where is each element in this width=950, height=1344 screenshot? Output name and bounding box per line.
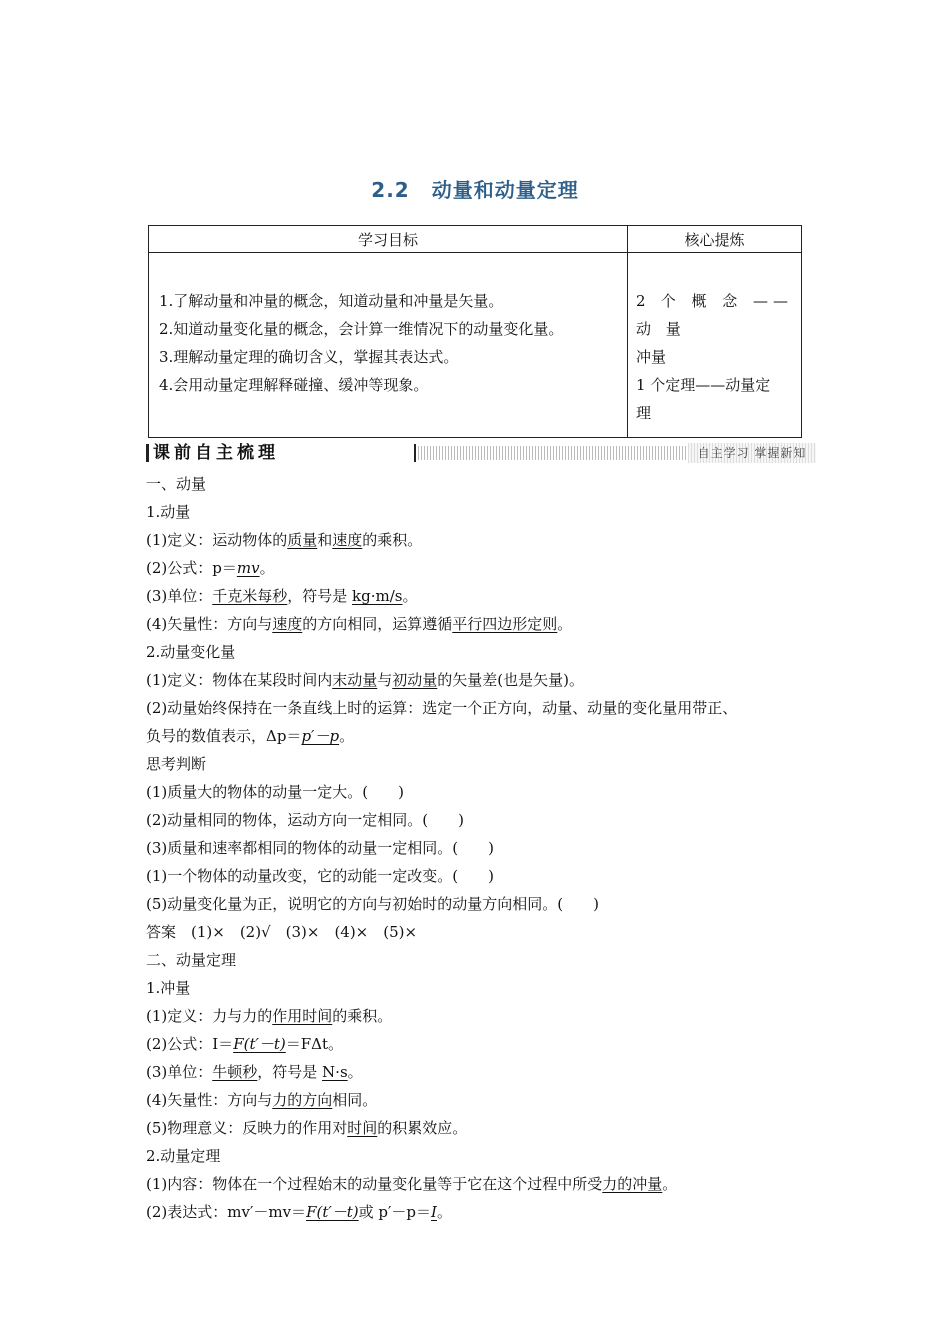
core-line: 1 个定理——动量定 [636, 376, 771, 394]
goal-item: 4.会用动量定理解释碰撞、缓冲等现象。 [159, 376, 429, 394]
text-line: (3)单位：千克米每秒，符号是 kg·m/s。 [146, 587, 418, 605]
core-line: 理 [636, 404, 652, 422]
core-line: 2 个 概 念 —— 动 量 [636, 292, 793, 338]
text-line: 负号的数值表示，Δp＝p′－p。 [146, 727, 355, 745]
sub-heading: 2.动量变化量 [146, 643, 236, 661]
sub-heading: 1.冲量 [146, 979, 191, 997]
goal-item: 2.知道动量变化量的概念，会计算一维情况下的动量变化量。 [159, 320, 564, 338]
text-line: (1)定义：运动物体的质量和速度的乘积。 [146, 531, 423, 549]
judge-item: (1)质量大的物体的动量一定大。( ) [146, 783, 404, 801]
banner-stripe [418, 446, 686, 460]
text-line: (4)矢量性：方向与速度的方向相同，运算遵循平行四边形定则。 [146, 615, 573, 633]
section-banner [146, 443, 816, 463]
text-line: (1)定义：物体在某段时间内末动量与初动量的矢量差(也是矢量)。 [146, 671, 585, 689]
page-title: 2.2 动量和动量定理 [371, 178, 579, 202]
text-line: (2)动量始终保持在一条直线上时的运算：选定一个正方向，动量、动量的变化量用带正、 [146, 699, 738, 717]
section-heading: 一、动量 [146, 475, 207, 493]
text-line: (1)内容：物体在一个过程始末的动量变化量等于它在这个过程中所受力的冲量。 [146, 1175, 678, 1193]
text-line: (2)公式：I＝F(t′－t)＝FΔt。 [146, 1035, 344, 1053]
banner-label: 课前自主梳理 [153, 443, 279, 463]
answer-line: 答案 (1)× (2)√ (3)× (4)× (5)× [146, 923, 418, 941]
text-line: (2)公式：p＝mv。 [146, 559, 275, 577]
judge-item: (2)动量相同的物体，运动方向一定相同。( ) [146, 811, 464, 829]
goals-cell [149, 253, 628, 438]
learning-goals-table [148, 225, 802, 438]
main-content [146, 470, 816, 1226]
sub-heading: 思考判断 [146, 755, 207, 773]
judge-item: (1)一个物体的动量改变，它的动能一定改变。( ) [146, 867, 494, 885]
judge-item: (3)质量和速率都相同的物体的动量一定相同。( ) [146, 839, 494, 857]
text-line: (5)物理意义：反映力的作用对时间的积累效应。 [146, 1119, 468, 1137]
text-line: (2)表达式：mv′－mv＝F(t′－t)或 p′－p＝I。 [146, 1203, 452, 1221]
goal-item: 1.了解动量和冲量的概念，知道动量和冲量是矢量。 [159, 292, 504, 310]
core-line: 冲量 [636, 348, 667, 366]
goal-item: 3.理解动量定理的确切含义，掌握其表达式。 [159, 348, 459, 366]
section-heading: 二、动量定理 [146, 951, 237, 969]
sub-heading: 2.动量定理 [146, 1147, 221, 1165]
judge-item: (5)动量变化量为正，说明它的方向与初始时的动量方向相同。( ) [146, 895, 599, 913]
text-line: (4)矢量性：方向与力的方向相同。 [146, 1091, 378, 1109]
text-line: (1)定义：力与力的作用时间的乘积。 [146, 1007, 393, 1025]
goals-header: 学习目标 [149, 226, 628, 253]
core-cell [628, 253, 802, 438]
banner-tagline: 自主学习 掌握新知 [688, 443, 816, 463]
sub-heading: 1.动量 [146, 503, 191, 521]
core-header: 核心提炼 [628, 226, 802, 253]
text-line: (3)单位：牛顿秒，符号是 N·s。 [146, 1063, 363, 1081]
